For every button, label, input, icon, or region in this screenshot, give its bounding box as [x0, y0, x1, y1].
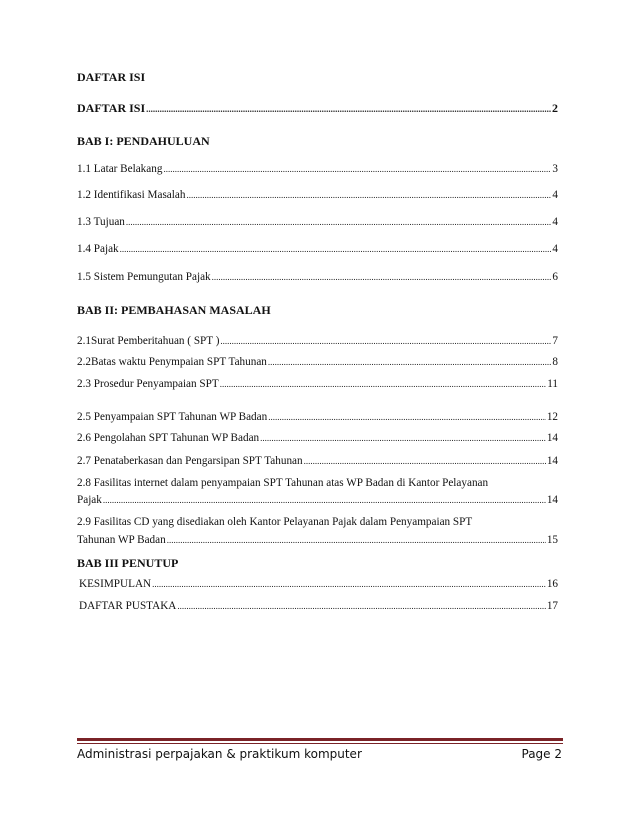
toc-entry-page: 4 — [552, 216, 558, 228]
toc-entry-daftar-isi[interactable] — [77, 101, 558, 116]
toc-entry-label: 1.5 Sistem Pemungutan Pajak — [77, 271, 211, 283]
dot-leader — [103, 493, 546, 507]
dot-leader — [304, 454, 546, 468]
dot-leader — [220, 334, 551, 348]
toc-entry-1-2[interactable] — [77, 188, 558, 202]
toc-entry-2-8-line1[interactable]: 2.8 Fasilitas internet dalam penyampaian SPT Tahunan atas WP Badan di Kantor Pelayanan — [77, 477, 489, 489]
toc-entry-label: 2.6 Pengolahan SPT Tahunan WP Badan — [77, 432, 260, 444]
toc-entry-page: 2 — [552, 101, 558, 115]
chapter-heading-bab1: BAB I: PENDAHULUAN — [77, 134, 210, 148]
footer-page-number: Page 2 — [521, 747, 562, 761]
toc-entry-page: 3 — [552, 163, 558, 175]
toc-entry-kesimpulan[interactable] — [79, 577, 558, 591]
toc-entry-2-7[interactable] — [77, 454, 558, 468]
toc-entry-page: 8 — [552, 356, 558, 368]
toc-entry-page: 6 — [552, 271, 558, 283]
footer-rule-thick — [77, 738, 563, 741]
toc-entry-page: 4 — [552, 189, 558, 201]
toc-entry-label: 2.2Batas waktu Penympaian SPT Tahunan — [77, 356, 267, 368]
toc-entry-1-5[interactable] — [77, 270, 558, 284]
toc-entry-daftar-pustaka[interactable] — [79, 599, 558, 613]
toc-entry-label: 1.3 Tujuan — [77, 216, 125, 228]
dot-leader — [186, 188, 551, 202]
toc-entry-page: 12 — [546, 411, 558, 423]
chapter-heading-bab2: BAB II: PEMBAHASAN MASALAH — [77, 303, 271, 317]
toc-entry-label: KESIMPULAN — [79, 578, 152, 590]
toc-entry-label: 1.1 Latar Belakang — [77, 163, 163, 175]
toc-entry-page: 14 — [546, 494, 558, 506]
dot-leader — [167, 533, 546, 547]
toc-entry-page: 15 — [546, 534, 558, 546]
toc-entry-2-9[interactable] — [77, 533, 558, 547]
toc-entry-label: 2.7 Penataberkasan dan Pengarsipan SPT Tahunan — [77, 455, 303, 467]
document-title: DAFTAR ISI — [77, 70, 146, 84]
dot-leader — [126, 215, 552, 229]
footer-rule-thin — [77, 743, 563, 744]
toc-entry-label: 2.5 Penyampaian SPT Tahunan WP Badan — [77, 411, 268, 423]
toc-entry-label: DAFTAR PUSTAKA — [79, 600, 177, 612]
dot-leader — [152, 577, 546, 591]
toc-entry-2-5[interactable] — [77, 410, 558, 424]
toc-entry-2-3[interactable] — [77, 377, 558, 391]
toc-entry-1-3[interactable] — [77, 215, 558, 229]
toc-entry-label: 2.3 Prosedur Penyampaian SPT — [77, 378, 219, 390]
toc-entry-page: 4 — [552, 243, 558, 255]
toc-entry-label: 1.4 Pajak — [77, 243, 119, 255]
toc-entry-2-9-line1[interactable]: 2.9 Fasilitas CD yang disediakan oleh Kantor Pelayanan Pajak dalam Penyampaian SPT — [77, 516, 473, 528]
toc-entry-page: 17 — [546, 600, 558, 612]
dot-leader — [268, 355, 552, 369]
toc-entry-2-2[interactable] — [77, 355, 558, 369]
toc-entry-page: 7 — [552, 335, 558, 347]
toc-entry-label: Tahunan WP Badan — [77, 534, 166, 546]
dot-leader — [268, 410, 546, 424]
toc-entry-2-1[interactable] — [77, 334, 558, 348]
dot-leader — [120, 242, 552, 256]
dot-leader — [177, 599, 545, 613]
dot-leader — [220, 377, 547, 391]
dot-leader — [260, 431, 546, 445]
toc-entry-page: 14 — [546, 432, 558, 444]
dot-leader — [163, 162, 551, 176]
toc-entry-1-1[interactable] — [77, 162, 558, 176]
toc-entry-page: 11 — [547, 378, 558, 390]
dot-leader — [146, 102, 551, 116]
toc-entry-page: 16 — [546, 578, 558, 590]
toc-entry-label: 2.1Surat Pemberitahuan ( SPT ) — [77, 335, 220, 347]
toc-entry-1-4[interactable] — [77, 242, 558, 256]
dot-leader — [212, 270, 552, 284]
toc-entry-2-8[interactable] — [77, 493, 558, 507]
chapter-heading-bab3: BAB III PENUTUP — [77, 556, 179, 570]
toc-entry-page: 14 — [546, 455, 558, 467]
toc-entry-2-6[interactable] — [77, 431, 558, 445]
footer-title: Administrasi perpajakan & praktikum komputer — [77, 747, 362, 761]
toc-entry-label: DAFTAR ISI — [77, 101, 146, 115]
toc-entry-label: Pajak — [77, 494, 102, 506]
toc-entry-label: 1.2 Identifikasi Masalah — [77, 189, 186, 201]
